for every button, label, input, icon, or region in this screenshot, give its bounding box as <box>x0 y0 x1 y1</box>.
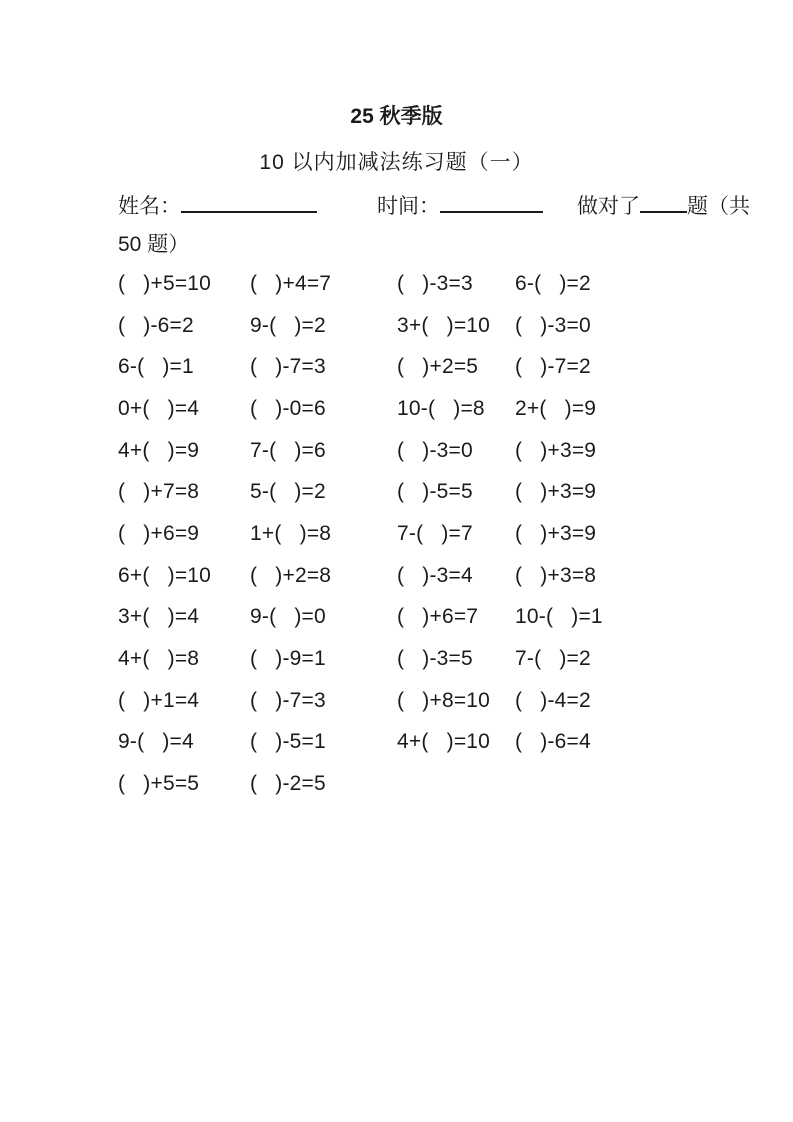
problem-row <box>118 430 678 472</box>
time-label: 时间： <box>377 195 440 218</box>
problem: ( )-3=0 <box>397 438 473 462</box>
problem: ( )-6=2 <box>118 313 194 337</box>
problem: ( )-3=3 <box>397 271 473 295</box>
problem: 4+( )=10 <box>397 730 491 754</box>
problems-grid <box>118 263 678 805</box>
problem: ( )-7=2 <box>515 355 591 379</box>
problem: ( )+2=5 <box>397 355 479 379</box>
problem: ( )+3=8 <box>515 563 597 587</box>
info-line <box>118 190 750 221</box>
problem: ( )-5=5 <box>397 480 473 504</box>
problem: 7-( )=2 <box>515 647 591 671</box>
problem: 10-( )=8 <box>397 396 485 420</box>
problem-row <box>118 597 678 639</box>
problem: 3+( )=10 <box>397 313 491 337</box>
time-blank <box>440 190 543 213</box>
problem: ( )-4=2 <box>515 688 591 712</box>
problem: 9-( )=4 <box>118 730 194 754</box>
problem-row <box>118 388 678 430</box>
problem: ( )+3=9 <box>515 480 597 504</box>
problem: 10-( )=1 <box>515 605 603 629</box>
problem: ( )+3=9 <box>515 438 597 462</box>
problem: ( )-3=0 <box>515 313 591 337</box>
name-label: 姓名： <box>118 195 181 218</box>
problem-row <box>118 513 678 555</box>
problem: ( )-9=1 <box>250 647 326 671</box>
problem: ( )+5=5 <box>118 772 200 796</box>
problem: ( )+6=7 <box>397 605 479 629</box>
problem: 0+( )=4 <box>118 396 200 420</box>
problem: 4+( )=9 <box>118 438 200 462</box>
doc-subtitle: 10 以内加减法练习题（一） <box>259 151 534 174</box>
problem-row <box>118 263 678 305</box>
problem: ( )-2=5 <box>250 772 326 796</box>
problem: ( )+1=4 <box>118 688 200 712</box>
problem: 5-( )=2 <box>250 480 326 504</box>
problem-row <box>118 763 678 805</box>
problem-row <box>118 346 678 388</box>
problem: ( )+6=9 <box>118 521 200 545</box>
problem-row <box>118 305 678 347</box>
problem: 4+( )=8 <box>118 647 200 671</box>
problem: 1+( )=8 <box>250 521 332 545</box>
problem: 2+( )=9 <box>515 396 597 420</box>
problem: ( )+5=10 <box>118 271 212 295</box>
problem: ( )-3=5 <box>397 647 473 671</box>
problem-row <box>118 722 678 764</box>
problem: ( )-5=1 <box>250 730 326 754</box>
problem: ( )+8=10 <box>397 688 491 712</box>
score-blank <box>640 190 687 213</box>
problem: 6+( )=10 <box>118 563 212 587</box>
problem: ( )+4=7 <box>250 271 332 295</box>
problem: ( )-7=3 <box>250 688 326 712</box>
problem: ( )+7=8 <box>118 480 200 504</box>
problem: ( )+3=9 <box>515 521 597 545</box>
problem: 7-( )=6 <box>250 438 326 462</box>
score-suffix: 题（共 <box>687 195 750 218</box>
score-label: 做对了 <box>577 195 640 218</box>
problem: ( )-3=4 <box>397 563 473 587</box>
problem: ( )-6=4 <box>515 730 591 754</box>
problem: ( )-0=6 <box>250 396 326 420</box>
doc-title: 25 秋季版 <box>350 105 443 128</box>
problem: 9-( )=0 <box>250 605 326 629</box>
problem: 3+( )=4 <box>118 605 200 629</box>
name-blank <box>181 190 317 213</box>
problem-row <box>118 680 678 722</box>
problem: 6-( )=2 <box>515 271 591 295</box>
problem: 9-( )=2 <box>250 313 326 337</box>
problem-row <box>118 555 678 597</box>
total-line: 50 题） <box>118 233 190 256</box>
problem: ( )+2=8 <box>250 563 332 587</box>
problem: 6-( )=1 <box>118 355 194 379</box>
problem: 7-( )=7 <box>397 521 473 545</box>
problem-row <box>118 471 678 513</box>
problem-row <box>118 638 678 680</box>
problem: ( )-7=3 <box>250 355 326 379</box>
